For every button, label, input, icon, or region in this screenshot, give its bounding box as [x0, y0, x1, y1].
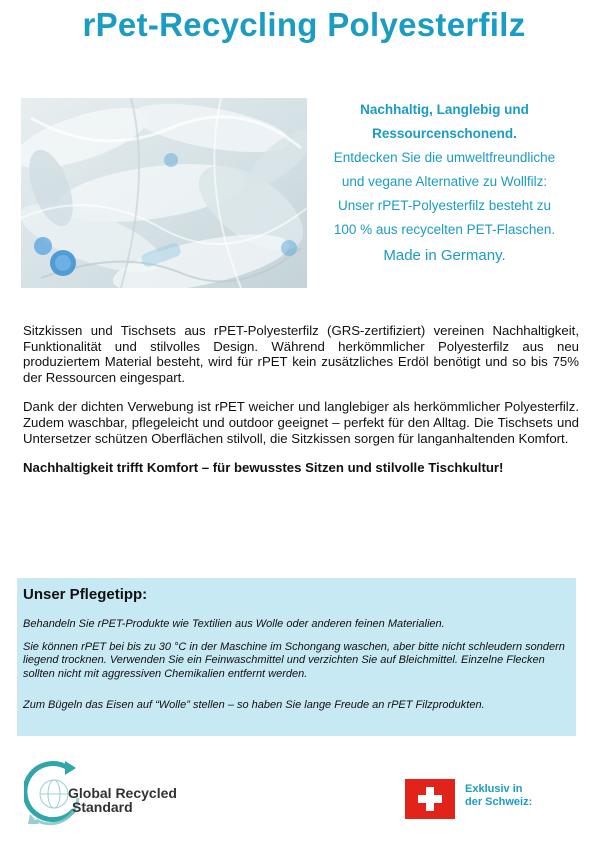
body-claim: Nachhaltigkeit trifft Komfort – für bewusstes Sitzen und stilvolle Tischkultur! [23, 460, 504, 476]
made-in-germany: Made in Germany. [383, 247, 506, 264]
intro-headline-1: Nachhaltig, Langlebig und [360, 102, 529, 117]
grs-line-1: Global Recycled [68, 785, 177, 801]
recycled-bottles-photo [21, 98, 307, 288]
body-text [23, 323, 579, 490]
swiss-line-1: Exklusiv in [465, 783, 523, 795]
intro-line-3: Unser rPET-Polyesterfilz besteht zu [337, 198, 552, 213]
page-title: rPet-Recycling Polyesterfilz [82, 6, 526, 43]
body-paragraph-2: Dank der dichten Verwebung ist rPET weicher und langlebiger als herkömmlicher Polyesterfilz. Zudem waschbar, pflegeleicht und outdoor geeignet – perfekt für den Alltag. Die Tischsets und Untersetzer schützen Oberflächen stilvoll, die Sitzkissen sorgen für langanhaltenden Komfort. [23, 399, 579, 446]
care-tip-box [17, 578, 576, 736]
grs-line-2: Standard [72, 799, 133, 815]
care-tip-1: Behandeln Sie rPET-Produkte wie Textilien aus Wolle oder anderen feinen Materialien. [23, 618, 445, 630]
swiss-exclusive-label [465, 783, 555, 809]
intro-line-1: Entdecken Sie die umweltfreundliche [333, 150, 556, 165]
body-paragraph-1: Sitzkissen und Tischsets aus rPET-Polyesterfilz (GRS-zertifiziert) vereinen Nachhaltigkeit, Funktionalität und stilvolles Design. Während herkömmlicher Polyesterfilz aus neu produziertem Material besteht, wird für rPET kein zusätzliches Erdöl benötigt und so bis 75% der Ressourcen eingespart. [23, 323, 579, 385]
intro-line-2: und vegane Alternative zu Wollfilz: [341, 174, 548, 189]
intro-headline-2: Ressourcenschonend. [372, 126, 517, 141]
swiss-flag-icon [405, 779, 455, 819]
intro-line-4: 100 % aus recycelten PET-Flaschen. [333, 222, 556, 237]
plastic-bottles-image [21, 98, 307, 288]
swiss-line-2: der Schweiz: [465, 796, 533, 808]
care-tip-3: Zum Bügeln das Eisen auf “Wolle” stellen – so haben Sie lange Freude an rPET Filzprodukten. [23, 698, 485, 711]
care-heading: Unser Pflegetipp: [23, 586, 148, 603]
grs-logo [24, 758, 184, 828]
care-tip-2: Sie können rPET bei bis zu 30 °C in der Maschine im Schongang waschen, aber bitte nicht schleudern sondern liegend trocknen. Verwenden Sie ein Feinwaschmittel und verzichten Sie auf Bleichmittel. Einzelne Flecken sollten nicht mit aggressiven Chemikalien entfernt werden. [23, 641, 565, 680]
intro-block [312, 98, 577, 268]
